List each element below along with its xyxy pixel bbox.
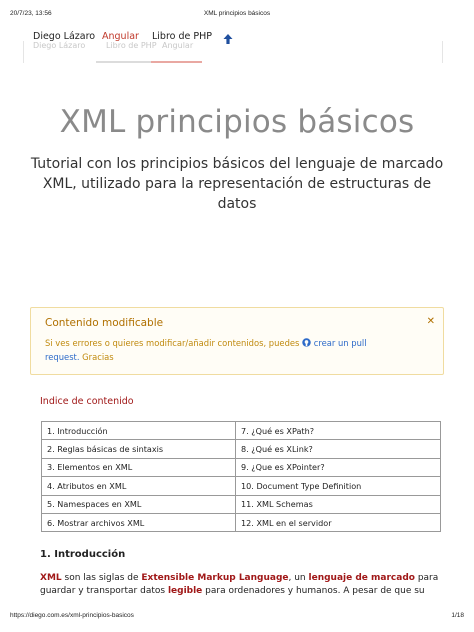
page-subtitle: Tutorial con los principios básicos del lenguaje de marcado XML, utilizado para la representación de estructuras de datos	[30, 156, 444, 212]
ghost-nav-item: Angular	[162, 41, 194, 50]
notice-title: Contenido modificable	[45, 317, 164, 329]
arrow-up-icon[interactable]	[222, 30, 234, 42]
notice-text: Si ves errores o quieres modificar/añadir contenidos, puedes	[45, 338, 300, 348]
ghost-nav-item: Libro de PHP	[106, 41, 157, 50]
pull-request-link[interactable]: crear un pull request.	[45, 338, 367, 362]
toc-link[interactable]: 10. Document Type Definition	[236, 477, 441, 495]
toc-link[interactable]: 2. Reglas básicas de sintaxis	[42, 440, 236, 458]
toc-link[interactable]: 1. Introducción	[42, 422, 236, 440]
keyword-link[interactable]: Extensible Markup Language	[141, 573, 289, 583]
page-title: XML principios básicos	[59, 104, 415, 140]
toc-link[interactable]: 4. Atributos en XML	[42, 477, 236, 495]
ghost-nav-item: Diego Lázaro	[33, 41, 86, 50]
toc-link[interactable]: 12. XML en el servidor	[236, 513, 441, 531]
section-title: 1. Introducción	[40, 549, 126, 560]
notice-body	[45, 336, 403, 364]
notice-thanks: Gracias	[82, 352, 114, 362]
toc-link[interactable]: 7. ¿Qué es XPath?	[236, 422, 441, 440]
table-row	[42, 495, 441, 513]
print-header	[10, 10, 464, 22]
paragraph-text: son las siglas de	[61, 573, 142, 583]
toc-link[interactable]: 5. Namespaces en XML	[42, 495, 236, 513]
table-row	[42, 440, 441, 458]
keyword-link[interactable]: legible	[167, 586, 203, 596]
toc-link[interactable]: 6. Mostrar archivos XML	[42, 513, 236, 531]
table-row	[42, 513, 441, 531]
toc-link[interactable]: 11. XML Schemas	[236, 495, 441, 513]
github-icon	[302, 338, 311, 347]
close-icon[interactable]: ✕	[426, 316, 435, 327]
table-row	[42, 458, 441, 476]
nav-item-angular[interactable]: Angular	[102, 31, 139, 42]
print-url: https://diego.com.es/xml-principios-basicos	[10, 612, 134, 619]
editable-content-notice	[30, 307, 444, 375]
paragraph-text: , un	[288, 573, 309, 583]
print-page-number: 1/18	[451, 612, 464, 619]
table-row	[42, 422, 441, 440]
toc-link[interactable]: 9. ¿Que es XPointer?	[236, 458, 441, 476]
print-page-title: XML principios básicos	[203, 10, 271, 17]
keyword-link[interactable]: XML	[40, 573, 62, 583]
paragraph-text: para guardar y transportar datos	[40, 573, 439, 596]
nav-item-libro-de-php[interactable]: Libro de PHP	[152, 31, 212, 42]
intro-paragraph	[40, 572, 444, 598]
toc-link[interactable]: 8. ¿Qué es XLink?	[236, 440, 441, 458]
toc-table	[41, 421, 441, 532]
paragraph-text: para ordenadores y humanos. A pesar de que su	[202, 586, 425, 596]
keyword-link[interactable]: lenguaje de marcado	[308, 573, 415, 583]
toc-title: Indice de contenido	[40, 396, 134, 407]
top-navbar	[0, 24, 474, 64]
toc-link[interactable]: 3. Elementos en XML	[42, 458, 236, 476]
print-datetime: 20/7/23, 13:56	[10, 10, 52, 17]
print-footer	[10, 612, 464, 624]
table-row	[42, 477, 441, 495]
nav-item-diego-lazaro[interactable]: Diego Lázaro	[33, 31, 96, 42]
